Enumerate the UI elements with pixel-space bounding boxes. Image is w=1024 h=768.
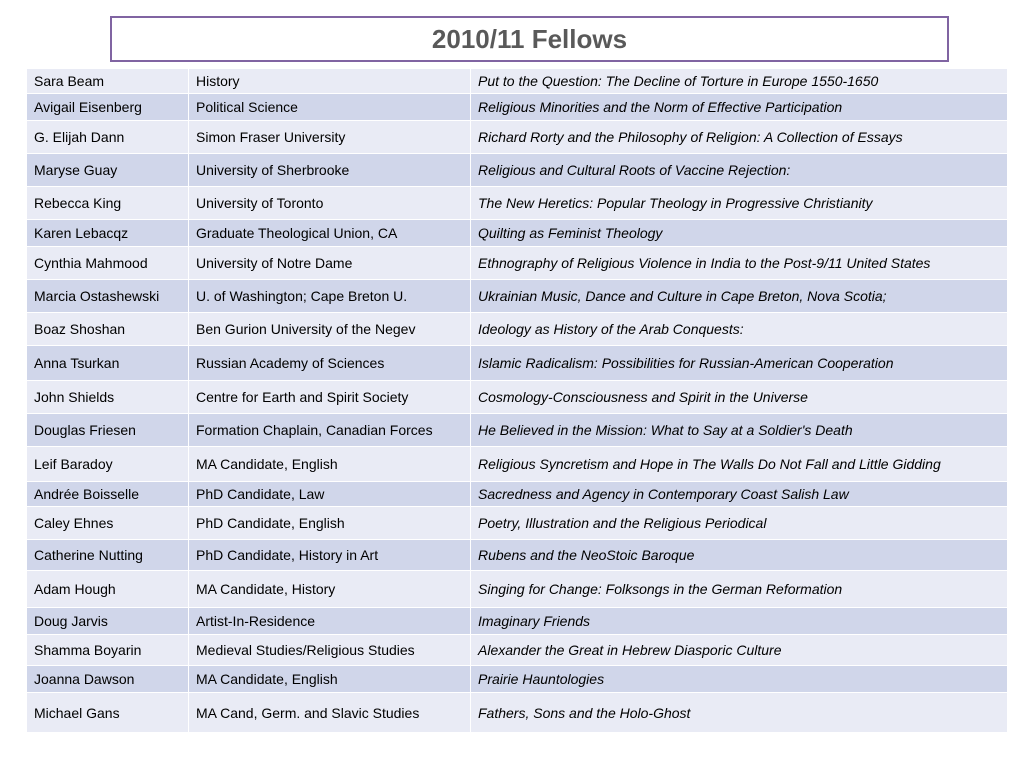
table-row [27,69,1008,94]
fellow-name-cell: Rebecca King [27,187,189,220]
fellow-project-cell: Alexander the Great in Hebrew Diasporic Culture [471,635,1008,666]
table-row [27,381,1008,414]
fellow-project-cell: Singing for Change: Folksongs in the German Reformation [471,571,1008,608]
table-row [27,635,1008,666]
fellow-project-cell: Cosmology-Consciousness and Spirit in the Universe [471,381,1008,414]
fellow-project-cell: Ethnography of Religious Violence in India to the Post-9/11 United States [471,247,1008,280]
table-row [27,608,1008,635]
table-row [27,666,1008,693]
fellow-name-cell: Leif Baradoy [27,447,189,482]
fellow-name-cell: Doug Jarvis [27,608,189,635]
fellow-affiliation-cell: Graduate Theological Union, CA [189,220,471,247]
fellow-affiliation-cell: MA Candidate, English [189,666,471,693]
fellow-affiliation-cell: PhD Candidate, Law [189,482,471,507]
table-row [27,187,1008,220]
table-row [27,447,1008,482]
fellow-name-cell: Caley Ehnes [27,507,189,540]
fellow-affiliation-cell: History [189,69,471,94]
fellow-name-cell: Boaz Shoshan [27,313,189,346]
fellow-affiliation-cell: Simon Fraser University [189,121,471,154]
fellow-affiliation-cell: University of Notre Dame [189,247,471,280]
slide-title-box [110,16,949,62]
fellow-affiliation-cell: Artist-In-Residence [189,608,471,635]
fellow-name-cell: Joanna Dawson [27,666,189,693]
fellow-project-cell: Imaginary Friends [471,608,1008,635]
table-row [27,540,1008,571]
fellow-name-cell: G. Elijah Dann [27,121,189,154]
fellow-name-cell: Andrée Boisselle [27,482,189,507]
fellow-name-cell: Michael Gans [27,693,189,733]
fellow-affiliation-cell: University of Toronto [189,187,471,220]
fellow-affiliation-cell: Russian Academy of Sciences [189,346,471,381]
fellow-project-cell: He Believed in the Mission: What to Say at a Soldier's Death [471,414,1008,447]
fellow-name-cell: Sara Beam [27,69,189,94]
fellow-name-cell: Shamma Boyarin [27,635,189,666]
fellow-affiliation-cell: MA Candidate, History [189,571,471,608]
fellow-affiliation-cell: Ben Gurion University of the Negev [189,313,471,346]
fellow-name-cell: Karen Lebacqz [27,220,189,247]
fellow-affiliation-cell: University of Sherbrooke [189,154,471,187]
fellows-table-body [27,69,1008,733]
fellow-name-cell: John Shields [27,381,189,414]
fellow-project-cell: Religious and Cultural Roots of Vaccine Rejection: [471,154,1008,187]
table-row [27,121,1008,154]
table-row [27,346,1008,381]
fellow-project-cell: Islamic Radicalism: Possibilities for Russian-American Cooperation [471,346,1008,381]
fellow-project-cell: Rubens and the NeoStoic Baroque [471,540,1008,571]
table-row [27,94,1008,121]
fellow-project-cell: Ukrainian Music, Dance and Culture in Cape Breton, Nova Scotia; [471,280,1008,313]
fellow-name-cell: Maryse Guay [27,154,189,187]
fellow-affiliation-cell: MA Candidate, English [189,447,471,482]
fellow-affiliation-cell: Formation Chaplain, Canadian Forces [189,414,471,447]
fellow-affiliation-cell: PhD Candidate, History in Art [189,540,471,571]
table-row [27,280,1008,313]
fellows-table [26,68,1008,733]
fellow-affiliation-cell: Centre for Earth and Spirit Society [189,381,471,414]
fellow-project-cell: Ideology as History of the Arab Conquests: [471,313,1008,346]
table-row [27,507,1008,540]
fellow-name-cell: Douglas Friesen [27,414,189,447]
fellow-affiliation-cell: PhD Candidate, English [189,507,471,540]
fellow-project-cell: Put to the Question: The Decline of Torture in Europe 1550-1650 [471,69,1008,94]
fellow-name-cell: Avigail Eisenberg [27,94,189,121]
fellow-project-cell: Religious Syncretism and Hope in The Walls Do Not Fall and Little Gidding [471,447,1008,482]
fellow-affiliation-cell: Medieval Studies/Religious Studies [189,635,471,666]
table-row [27,313,1008,346]
fellow-project-cell: Richard Rorty and the Philosophy of Religion: A Collection of Essays [471,121,1008,154]
fellow-project-cell: The New Heretics: Popular Theology in Progressive Christianity [471,187,1008,220]
fellow-name-cell: Cynthia Mahmood [27,247,189,280]
table-row [27,247,1008,280]
fellow-project-cell: Sacredness and Agency in Contemporary Coast Salish Law [471,482,1008,507]
table-row [27,154,1008,187]
fellow-name-cell: Adam Hough [27,571,189,608]
fellow-project-cell: Poetry, Illustration and the Religious Periodical [471,507,1008,540]
fellow-project-cell: Quilting as Feminist Theology [471,220,1008,247]
slide-title: 2010/11 Fellows [431,23,628,54]
fellow-project-cell: Fathers, Sons and the Holo-Ghost [471,693,1008,733]
fellow-project-cell: Prairie Hauntologies [471,666,1008,693]
table-row [27,220,1008,247]
table-row [27,482,1008,507]
fellow-affiliation-cell: Political Science [189,94,471,121]
fellow-affiliation-cell: U. of Washington; Cape Breton U. [189,280,471,313]
fellow-name-cell: Catherine Nutting [27,540,189,571]
table-row [27,414,1008,447]
fellow-project-cell: Religious Minorities and the Norm of Effective Participation [471,94,1008,121]
table-row [27,693,1008,733]
fellow-name-cell: Anna Tsurkan [27,346,189,381]
fellow-affiliation-cell: MA Cand, Germ. and Slavic Studies [189,693,471,733]
fellow-name-cell: Marcia Ostashewski [27,280,189,313]
table-row [27,571,1008,608]
